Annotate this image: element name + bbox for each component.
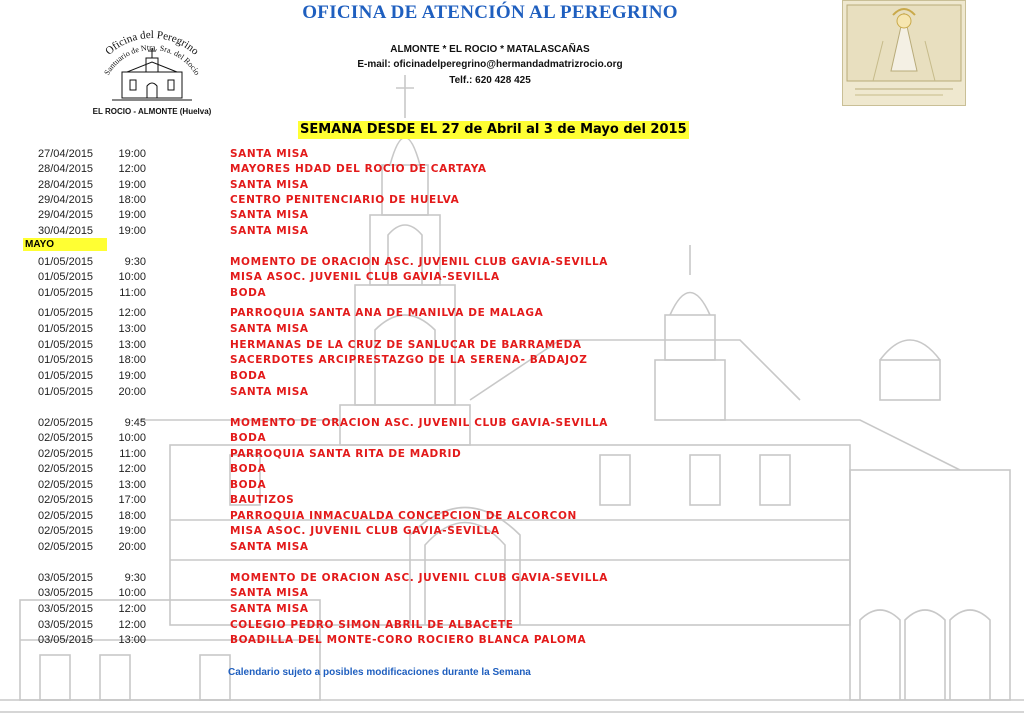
schedule-event: COLEGIO PEDRO SIMON ABRIL DE ALBACETE (230, 619, 514, 631)
schedule-row (0, 255, 1024, 270)
svg-text:Santuario de Ntra. Sra. del Ro: Santuario de Ntra. Sra. del Rocío (102, 42, 202, 77)
schedule-date: 01/05/2015 (38, 307, 94, 319)
schedule-date: 01/05/2015 (38, 287, 94, 299)
schedule-event: PARROQUIA INMACUALDA CONCEPCION DE ALCORCON (230, 510, 577, 522)
schedule-row (0, 416, 1024, 431)
schedule-row (0, 162, 1024, 177)
schedule-row (0, 633, 1024, 648)
schedule-event: MOMENTO DE ORACION ASC. JUVENIL CLUB GAVIA-SEVILLA (230, 572, 609, 584)
schedule-row (0, 353, 1024, 368)
schedule-event: BODA (230, 463, 267, 475)
schedule-time: 12:00 (118, 619, 146, 631)
schedule-row (0, 322, 1024, 337)
schedule-date: 27/04/2015 (38, 148, 94, 160)
schedule-row (0, 385, 1024, 400)
schedule-date: 01/05/2015 (38, 370, 94, 382)
schedule-time: 20:00 (118, 541, 146, 553)
schedule-date: 29/04/2015 (38, 194, 94, 206)
schedule-time: 13:00 (118, 634, 146, 646)
schedule-event: SANTA MISA (230, 209, 309, 221)
schedule-event: BODA (230, 370, 267, 382)
schedule-row (0, 493, 1024, 508)
schedule-time: 19:00 (118, 225, 146, 237)
schedule-time: 10:00 (118, 432, 146, 444)
schedule-date: 01/05/2015 (38, 386, 94, 398)
schedule-time: 18:00 (118, 194, 146, 206)
schedule-event: SANTA MISA (230, 323, 309, 335)
schedule-time: 11:00 (119, 448, 146, 460)
schedule-event: BODA (230, 479, 267, 491)
email-line: E-mail: oficinadelperegrino@hermandadmatrizrocio.org (357, 59, 623, 70)
schedule-time: 20:00 (118, 386, 146, 398)
schedule-event: CENTRO PENITENCIARIO DE HUELVA (230, 194, 460, 206)
schedule-event: SANTA MISA (230, 386, 309, 398)
schedule-row (0, 286, 1024, 301)
schedule-event: SANTA MISA (230, 225, 309, 237)
schedule-date: 02/05/2015 (38, 417, 94, 429)
schedule-row (0, 270, 1024, 285)
schedule-date: 02/05/2015 (38, 525, 94, 537)
schedule-event: MISA ASOC. JUVENIL CLUB GAVIA-SEVILLA (230, 271, 500, 283)
schedule-event: SANTA MISA (230, 541, 309, 553)
schedule-time: 19:00 (118, 370, 146, 382)
month-label: MAYO (23, 238, 107, 251)
schedule-time: 19:00 (118, 179, 146, 191)
schedule-time: 9:30 (124, 572, 146, 584)
schedule-date: 28/04/2015 (38, 179, 94, 191)
schedule-event: HERMANAS DE LA CRUZ DE SANLUCAR DE BARRAMEDA (230, 339, 582, 351)
schedule-event: SACERDOTES ARCIPRESTAZGO DE LA SERENA- BADAJOZ (230, 354, 588, 366)
schedule-time: 18:00 (118, 354, 146, 366)
schedule-row (0, 447, 1024, 462)
schedule-time: 18:00 (118, 510, 146, 522)
week-title: SEMANA DESDE EL 27 de Abril al 3 de Mayo del 2015 (300, 122, 687, 137)
schedule-time: 19:00 (118, 148, 146, 160)
schedule-date: 01/05/2015 (38, 339, 94, 351)
schedule-event: PARROQUIA SANTA ANA DE MANILVA DE MALAGA (230, 307, 544, 319)
schedule-event: SANTA MISA (230, 603, 309, 615)
schedule-time: 19:00 (118, 525, 146, 537)
schedule-event: SANTA MISA (230, 148, 309, 160)
schedule-row (0, 586, 1024, 601)
schedule-event: BOADILLA DEL MONTE-CORO ROCIERO BLANCA PALOMA (230, 634, 587, 646)
schedule-event: BODA (230, 432, 267, 444)
schedule-time: 17:00 (118, 494, 146, 506)
schedule-row (0, 147, 1024, 162)
schedule-time: 13:00 (118, 479, 146, 491)
virgin-del-rocio-image (842, 0, 966, 106)
schedule-time: 13:00 (118, 323, 146, 335)
schedule-event: SANTA MISA (230, 587, 309, 599)
schedule-time: 12:00 (118, 307, 146, 319)
schedule-row (0, 208, 1024, 223)
schedule-time: 9:30 (124, 256, 146, 268)
schedule-date: 03/05/2015 (38, 587, 94, 599)
schedule-row (0, 224, 1024, 239)
location-line: ALMONTE * EL ROCIO * MATALASCAÑAS (390, 44, 590, 55)
phone-line: Telf.: 620 428 425 (449, 75, 531, 86)
schedule-event: MAYORES HDAD DEL ROCIO DE CARTAYA (230, 163, 487, 175)
schedule-date: 03/05/2015 (38, 619, 94, 631)
schedule-row (0, 369, 1024, 384)
schedule-event: MOMENTO DE ORACION ASC. JUVENIL CLUB GAVIA-SEVILLA (230, 417, 609, 429)
schedule-event: MISA ASOC. JUVENIL CLUB GAVIA-SEVILLA (230, 525, 500, 537)
schedule-time: 19:00 (118, 209, 146, 221)
schedule-time: 12:00 (118, 603, 146, 615)
schedule-row (0, 540, 1024, 555)
schedule-date: 02/05/2015 (38, 432, 94, 444)
schedule-time: 10:00 (118, 271, 146, 283)
schedule-row (0, 338, 1024, 353)
schedule-time: 12:00 (118, 463, 146, 475)
virgin-figure-icon (843, 1, 965, 105)
schedule-date: 01/05/2015 (38, 256, 94, 268)
schedule-row (0, 509, 1024, 524)
schedule-time: 11:00 (119, 287, 146, 299)
schedule-date: 28/04/2015 (38, 163, 94, 175)
schedule-date: 03/05/2015 (38, 572, 94, 584)
schedule-event: MOMENTO DE ORACION ASC. JUVENIL CLUB GAVIA-SEVILLA (230, 256, 609, 268)
schedule-row (0, 524, 1024, 539)
schedule-row (0, 602, 1024, 617)
schedule-date: 02/05/2015 (38, 510, 94, 522)
footer-note: Calendario sujeto a posibles modificaciones durante la Semana (228, 667, 531, 678)
schedule-date: 01/05/2015 (38, 271, 94, 283)
schedule-date: 03/05/2015 (38, 603, 94, 615)
schedule-date: 02/05/2015 (38, 494, 94, 506)
schedule-row (0, 618, 1024, 633)
page-title: OFICINA DE ATENCIÓN AL PEREGRINO (302, 2, 678, 23)
schedule-event: PARROQUIA SANTA RITA DE MADRID (230, 448, 462, 460)
schedule-time: 13:00 (118, 339, 146, 351)
schedule-date: 02/05/2015 (38, 448, 94, 460)
schedule-date: 03/05/2015 (38, 634, 94, 646)
svg-text:Oficina del Peregrino: Oficina del Peregrino (103, 28, 201, 58)
schedule-time: 9:45 (124, 417, 146, 429)
schedule-time: 10:00 (118, 587, 146, 599)
schedule-date: 30/04/2015 (38, 225, 94, 237)
schedule-row (0, 462, 1024, 477)
schedule-date: 02/05/2015 (38, 463, 94, 475)
schedule-event: BODA (230, 287, 267, 299)
schedule-date: 02/05/2015 (38, 541, 94, 553)
schedule-row (0, 306, 1024, 321)
svg-text:EL ROCIO - ALMONTE (Huelva): EL ROCIO - ALMONTE (Huelva) (92, 107, 212, 116)
schedule-event: SANTA MISA (230, 179, 309, 191)
oficina-peregrino-logo (72, 18, 232, 118)
schedule-time: 12:00 (118, 163, 146, 175)
schedule-date: 02/05/2015 (38, 479, 94, 491)
schedule-row (0, 178, 1024, 193)
schedule-event: BAUTIZOS (230, 494, 295, 506)
schedule-row (0, 478, 1024, 493)
schedule-date: 01/05/2015 (38, 323, 94, 335)
schedule-date: 01/05/2015 (38, 354, 94, 366)
schedule-date: 29/04/2015 (38, 209, 94, 221)
schedule-row (0, 571, 1024, 586)
schedule-row (0, 193, 1024, 208)
schedule-row (0, 431, 1024, 446)
